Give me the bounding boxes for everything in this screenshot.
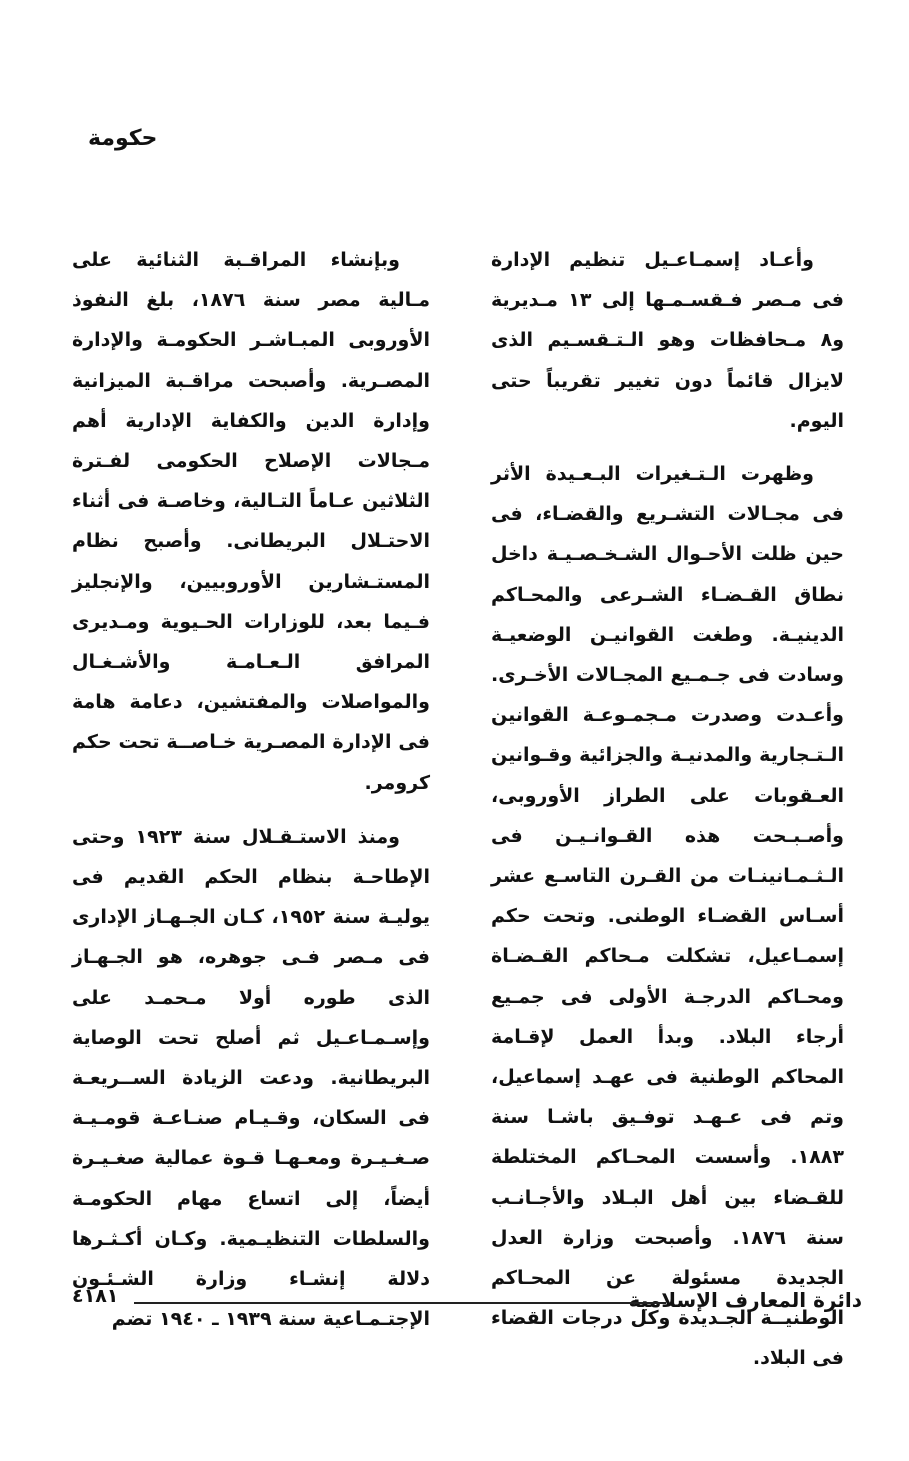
running-head: حكومة xyxy=(88,126,158,151)
paragraph: ومنذ الاستـقـلال سنة ١٩٢٣ وحتى الإطاحـة بنظام الحكم القديم فى يوليـة سنة ١٩٥٢، كـان الجـهـاز الإدارى فى مـصر فـى جوهره، هو الجـهـاز الذى طوره أولا مـحمـد على وإسـمـاعـيل ثم أصلح تحت الوصاية البريطانية. ودعت الزيادة الســريعـة فى السكان، وقـيـام صنـاعـة قومـيـة صـغـيـرة ومعـهـا قـوة عمالية صغـيـرة أيضاً، إلى اتساع مهام الحكومـة والسلطات التنظيـمية. وكـان أكـثـرها دلالة إنشـاء وزارة الشـئـون الإجتـمـاعية سنة ١٩٣٩ ـ ١٩٤٠ تضم xyxy=(72,825,430,1331)
left-column xyxy=(72,240,430,1339)
footer-divider xyxy=(134,1302,666,1304)
paragraph: وبإنشاء المراقـبة الثنائية على مـالية مصر سنة ١٨٧٦، بلغ النفوذ الأوروبى المبـاشـر الحكومـة والإدارة المصـرية. وأصبحت مراقـبة الميزانية وإدارة الدين والكفاية الإدارية أهم مـجالات الإصلاح الحكومى لفـترة الثلاثين عـاماً التـالية، وخاصـة فى أثناء الاحتـلال البريطانى. وأصبح نظام المستـشارين الأوروبيين، والإنجليز فـيما بعد، للوزارات الحـيوية ومـديرى المرافق الـعـامـة والأشـغـال والمواصلات والمفتشين، دعامة هامة فى الإدارة المصـرية خـاصــة تحت حكم كرومر. xyxy=(72,249,431,794)
page-footer xyxy=(72,1284,862,1318)
right-column xyxy=(491,240,844,1379)
paragraph: وظهرت الـتـغيرات البـعـيدة الأثر فى مجـالات التشـريع والقضـاء، فى حين ظلت الأحـوال الشـخـصـيـة داخل نطاق القـضـاء الشـرعى والمحـاكم الدينيـة. وطغت القوانيـن الوضعيـة وسادت فى جـمـيع المجـالات الأخـرى. وأعـدت وصدرت مـجمـوعـة القوانين الـتـجارية والمدنيـة والجزائية وقـوانين العـقوبات على الطراز الأوروبى، وأصـبـحت هذه القـوانـيـن فى الـثـمـانينـات من القـرن التاسـع عشر أسـاس القضـاء الوطنى. وتحت حكم إسمـاعيل، تشكلت مـحاكم القـضـاة ومحـاكم الدرجـة الأولى فى جمـيع أرجاء البلاد. وبدأ العمل لإقـامة المحاكم الوطنية فى عهـد إسماعيل، وتم فى عـهـد توفـيق باشـا سنة ١٨٨٣. وأسست المحـاكم المختلطة للقـضاء بين أهل البـلاد والأجـانـب سنة ١٨٧٦. وأصبحت وزارة العدل الجديدة مسئولة عن المحـاكم الوطنيــة الجـديدة وكل درجات القضاء فى البلاد. xyxy=(491,463,844,1370)
publication-title: دائرة المعارف الإسلامية xyxy=(628,1288,862,1312)
page-number: ٤١٨١ xyxy=(72,1285,119,1307)
paragraph: وأعـاد إسمـاعـيل تنظيم الإدارة فى مـصر فـقسـمـها إلى ١٣ مـديرية و٨ مـحافظات وهو الـتـقسـيم الذى لايزال قائماً دون تغيير تقريباً حتى اليوم. xyxy=(491,249,844,432)
